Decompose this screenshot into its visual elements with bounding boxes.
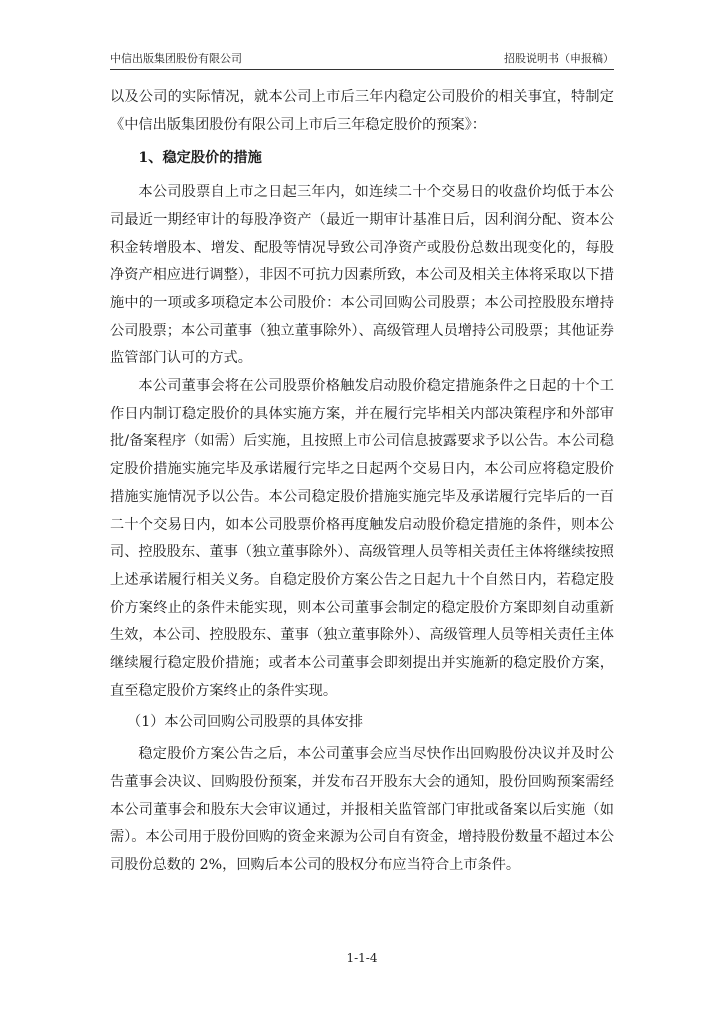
- header-divider: [110, 69, 614, 70]
- subsection-heading: （1）本公司回购公司股票的具体安排: [127, 714, 364, 731]
- document-body: [110, 84, 614, 880]
- paragraph-measures: 本公司股票自上市之日起三年内，如连续二十个交易日的收盘价均低于本公司最近一期经审计的每股净资产（最近一期审计基准日后，因利润分配、资本公积金转增股本、增发、配股等情况导致公司净资产或股份总数出现变化的，每股净资产相应进行调整），非因不可抗力因素所致，本公司及相关主体将采取以下措施中的一项或多项稳定本公司股价：本公司回购公司股票；本公司控股股东增持公司股票；本公司董事（独立董事除外）、高级管理人员增持公司股票；其他证券监管部门认可的方式。: [110, 184, 614, 367]
- intro-paragraph: 以及公司的实际情况，就本公司上市后三年内稳定公司股价的相关事宜，特制定《中信出版集团股份有限公司上市后三年稳定股价的预案》：: [110, 89, 614, 133]
- header-document-title: 招股说明书（申报稿）: [504, 52, 614, 65]
- header-company-name: 中信出版集团股份有限公司: [110, 52, 242, 65]
- page-header: [110, 50, 614, 68]
- paragraph-board-plan: 本公司董事会将在公司股票价格触发启动股价稳定措施条件之日起的十个工作日内制订稳定股价的具体实施方案，并在履行完毕相关内部决策程序和外部审批/备案程序（如需）后实施，且按照上市公司信息披露要求予以公告。本公司稳定股价措施实施完毕及承诺履行完毕之日起两个交易日内，本公司应将稳定股价措施实施情况予以公告。本公司稳定股价措施实施完毕及承诺履行完毕后的一百二十个交易日内，如本公司股票价格再度触发启动股价稳定措施的条件，则本公司、控股股东、董事（独立董事除外）、高级管理人员等相关责任主体将继续按照上述承诺履行相关义务。自稳定股价方案公告之日起九十个自然日内，若稳定股价方案终止的条件未能实现，则本公司董事会制定的稳定股价方案即刻自动重新生效，本公司、控股股东、董事（独立董事除外）、高级管理人员等相关责任主体继续履行稳定股价措施；或者本公司董事会即刻提出并实施新的稳定股价方案，直至稳定股价方案终止的条件实现。: [110, 378, 614, 699]
- paragraph-buyback: 稳定股价方案公告之后，本公司董事会应当尽快作出回购股份决议并及时公告董事会决议、回购股份预案，并发布召开股东大会的通知，股份回购预案需经本公司董事会和股东大会审议通过，并报相关监管部门审批或备案以后实施（如需）。本公司用于股份回购的资金来源为公司自有资金，增持股份数量不超过本公司股份总数的 2%，回购后本公司的股权分布应当符合上市条件。: [110, 746, 614, 873]
- section-heading: 1、稳定股价的措施: [138, 150, 262, 167]
- page-number: 1-1-4: [346, 951, 378, 965]
